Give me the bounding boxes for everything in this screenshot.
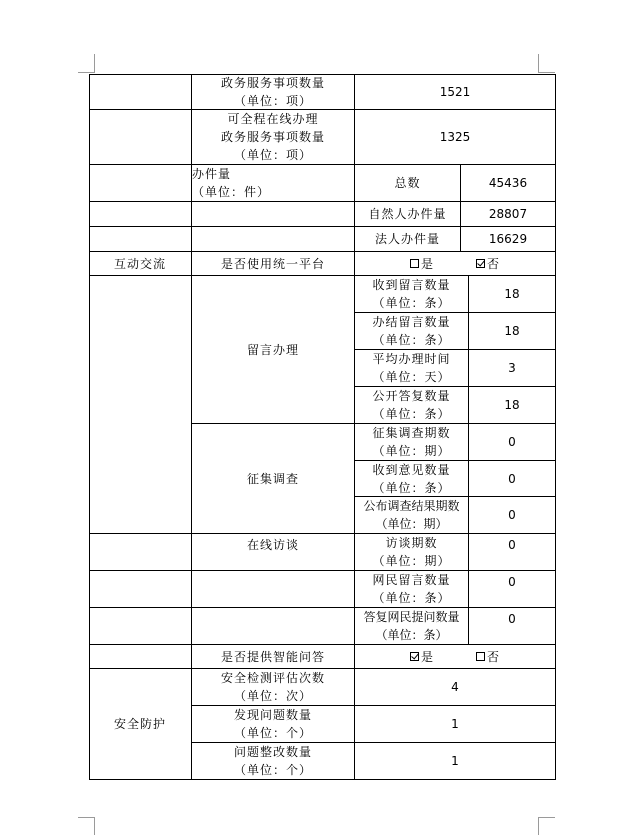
label-line: 发现问题数量 xyxy=(233,708,312,722)
label-unit: （单位：项） xyxy=(233,148,312,162)
label-natural-cases: 自然人办件量 xyxy=(355,202,461,227)
value-online-items: 1325 xyxy=(355,110,556,165)
value-service-items: 1521 xyxy=(355,74,556,110)
checkbox-unchecked-icon xyxy=(410,259,419,268)
checkbox-unchecked-icon xyxy=(476,652,485,661)
value-cases-total: 45436 xyxy=(461,165,556,202)
label-unit: （单位：条） xyxy=(372,296,451,310)
empty-cell xyxy=(89,110,192,165)
group-interview: 在线访谈 xyxy=(192,534,355,571)
section-security: 安全防护 xyxy=(89,669,192,780)
empty-cell xyxy=(192,571,355,608)
label-line: 收到留言数量 xyxy=(372,278,451,292)
platform-option-no[interactable] xyxy=(476,255,500,273)
label-line: 访谈期数 xyxy=(385,536,438,550)
value-received-messages: 18 xyxy=(469,276,556,313)
crop-mark-bottom-left-v xyxy=(94,817,95,835)
label-handled-messages xyxy=(355,313,469,350)
empty-cell xyxy=(89,571,192,608)
empty-cell xyxy=(192,202,355,227)
label-line: 答复网民提问数量 xyxy=(363,610,460,624)
value-handled-messages: 18 xyxy=(469,313,556,350)
label-avg-time xyxy=(355,350,469,387)
label-line: 安全检测评估次数 xyxy=(220,671,325,685)
label-unit: （单位：期） xyxy=(372,444,451,458)
crop-mark-top-left-v xyxy=(94,54,95,72)
smart-qa-option-yes[interactable] xyxy=(410,648,434,666)
label-line: 征集调查期数 xyxy=(372,426,451,440)
crop-mark-top-left-h xyxy=(78,72,95,73)
empty-cell xyxy=(89,608,192,645)
crop-mark-top-right-v xyxy=(538,54,539,72)
label-unit: （单位：天） xyxy=(372,370,451,384)
section-interaction: 互动交流 xyxy=(89,252,192,276)
value-issues: 1 xyxy=(355,706,556,743)
label-legal-cases: 法人办件量 xyxy=(355,227,461,252)
option-label: 否 xyxy=(487,256,501,271)
crop-mark-top-right-h xyxy=(538,72,555,73)
label-unit: （单位：期） xyxy=(375,517,448,531)
label-unit: （单位：条） xyxy=(372,480,451,495)
label-opinions xyxy=(355,461,469,497)
label-line: 办结留言数量 xyxy=(372,315,451,329)
checkbox-checked-icon xyxy=(476,259,485,268)
label-line: 网民留言数量 xyxy=(372,573,451,587)
crop-mark-bottom-left-h xyxy=(78,817,95,818)
label-received-messages xyxy=(355,276,469,313)
label-cases-total: 总数 xyxy=(355,165,461,202)
value-public-reply: 18 xyxy=(469,387,556,424)
empty-cell xyxy=(89,227,192,252)
label-online-items xyxy=(192,110,355,165)
value-opinions: 0 xyxy=(469,461,556,497)
label-smart-qa: 是否提供智能问答 xyxy=(192,645,355,669)
label-survey-periods xyxy=(355,424,469,461)
label-unit: （单位：期） xyxy=(372,554,451,568)
label-unit: （单位：项） xyxy=(233,93,312,108)
empty-cell xyxy=(89,202,192,227)
label-line: 公开答复数量 xyxy=(372,389,451,403)
platform-option-yes[interactable] xyxy=(410,255,434,273)
platform-options xyxy=(355,252,556,276)
label-netizen-messages xyxy=(355,571,469,608)
group-messages: 留言办理 xyxy=(192,276,355,424)
empty-cell xyxy=(89,534,192,571)
label-unit: （单位：条） xyxy=(372,407,451,421)
value-natural-cases: 28807 xyxy=(461,202,556,227)
option-label: 是 xyxy=(420,256,434,271)
empty-cell xyxy=(192,227,355,252)
option-label: 是 xyxy=(420,649,434,664)
label-public-reply xyxy=(355,387,469,424)
value-survey-results: 0 xyxy=(469,497,556,534)
label-line: 公布调查结果期数 xyxy=(363,499,460,513)
value-fixed: 1 xyxy=(355,743,556,780)
smart-qa-option-no[interactable] xyxy=(476,648,500,666)
value-assessments: 4 xyxy=(355,669,556,706)
label-unit: （单位：个） xyxy=(233,763,312,777)
smart-qa-options xyxy=(355,645,556,669)
label-line: 可全程在线办理 xyxy=(227,112,319,126)
value-interview-periods: 0 xyxy=(469,534,556,571)
value-avg-time: 3 xyxy=(469,350,556,387)
label-unified-platform: 是否使用统一平台 xyxy=(192,252,355,276)
label-unit: （单位：条） xyxy=(372,591,451,605)
crop-mark-bottom-right-h xyxy=(538,817,555,818)
label-unit: （单位：件） xyxy=(192,185,271,199)
value-replies: 0 xyxy=(469,608,556,645)
group-survey: 征集调查 xyxy=(192,424,355,534)
label-issues xyxy=(192,706,355,743)
label-line: 办件量 xyxy=(192,167,232,181)
empty-cell xyxy=(89,74,192,110)
label-fixed xyxy=(192,743,355,780)
label-line: 政务服务事项数量 xyxy=(220,130,325,144)
value-legal-cases: 16629 xyxy=(461,227,556,252)
label-unit: （单位：条） xyxy=(375,628,448,642)
empty-cell xyxy=(192,608,355,645)
label-line: 问题整改数量 xyxy=(233,745,312,759)
label-line: 平均办理时间 xyxy=(372,352,451,366)
empty-cell xyxy=(89,165,192,202)
label-unit: （单位：次） xyxy=(233,689,312,703)
label-survey-results xyxy=(355,497,469,534)
label-assessments xyxy=(192,669,355,706)
label-replies xyxy=(355,608,469,645)
label-line: 政务服务事项数量 xyxy=(220,75,325,90)
checkbox-checked-icon xyxy=(410,652,419,661)
empty-cell xyxy=(89,276,192,534)
option-label: 否 xyxy=(487,649,501,664)
label-interview-periods xyxy=(355,534,469,571)
empty-cell xyxy=(89,645,192,669)
label-cases xyxy=(192,165,355,202)
label-line: 收到意见数量 xyxy=(372,462,451,477)
label-service-items xyxy=(192,74,355,110)
crop-mark-bottom-right-v xyxy=(538,817,539,835)
value-netizen-messages: 0 xyxy=(469,571,556,608)
label-unit: （单位：条） xyxy=(372,333,451,347)
value-survey-periods: 0 xyxy=(469,424,556,461)
label-unit: （单位：个） xyxy=(233,726,312,740)
